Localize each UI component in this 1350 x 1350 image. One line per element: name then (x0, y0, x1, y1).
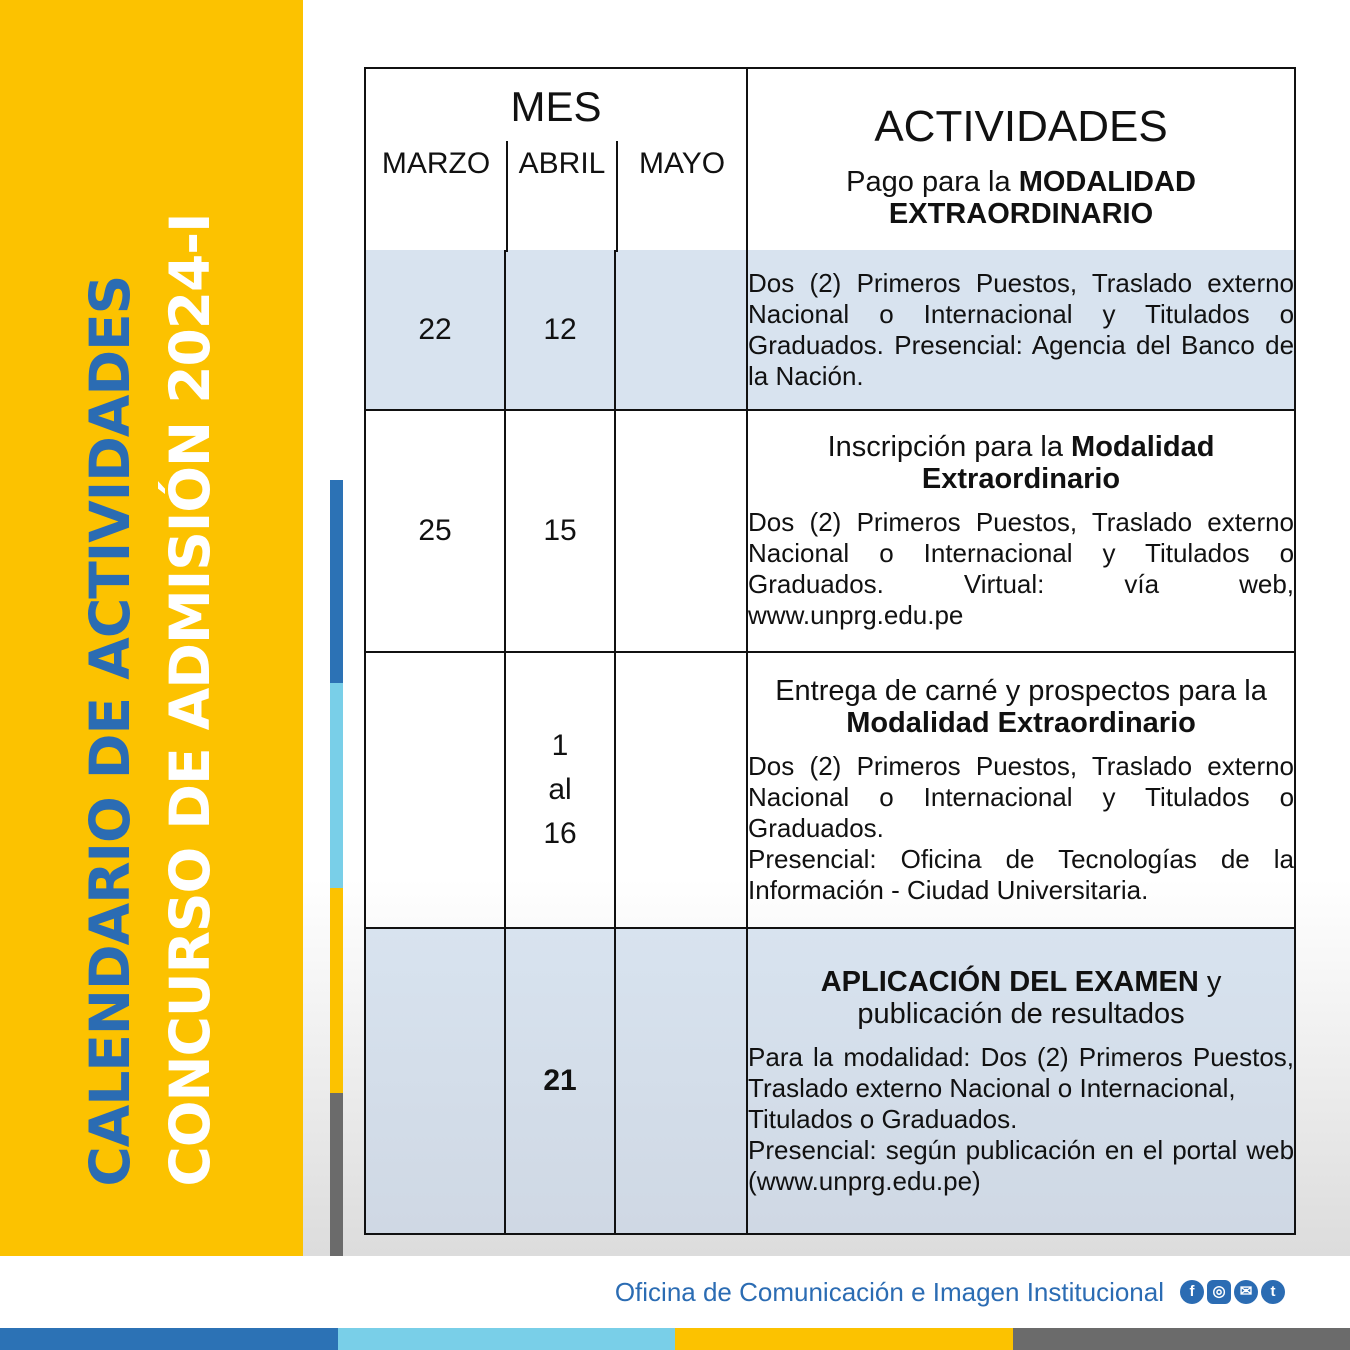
month-marzo: MARZO (366, 141, 508, 252)
cell-mayo (615, 250, 747, 410)
activity-description: Dos (2) Primeros Puestos, Traslado externo Nacional o Internacional y Titulados o Graduados. Presencial: Agencia del Banco de la Nación. (748, 267, 1295, 391)
cell-marzo: 25 (365, 410, 505, 652)
cell-activity (747, 410, 1295, 652)
accent-stripe-yellow (330, 888, 343, 1093)
footer-office-name: Oficina de Comunicación e Imagen Institucional (614, 1277, 1164, 1307)
activities-title: ACTIVIDADES (874, 101, 1168, 151)
instagram-icon[interactable]: ◎ (1207, 1280, 1231, 1304)
month-mayo: MAYO (638, 147, 726, 180)
bottom-bar-blue (0, 1328, 338, 1350)
activities-subtitle: Pago para la MODALIDAD EXTRAORDINARIO (846, 165, 1196, 230)
bottom-bar-yellow (675, 1328, 1013, 1350)
sidebar (0, 0, 303, 1256)
cell-mayo (615, 410, 747, 652)
calendar-table (364, 67, 1296, 1235)
cell-marzo (365, 652, 505, 928)
cell-activity (747, 652, 1295, 928)
title-line-2: CONCURSO DE ADMISIÓN 2024-I (158, 213, 222, 1187)
social-icons (1180, 1280, 1285, 1304)
cell-abril: 15 (505, 410, 615, 652)
table-row (365, 250, 1295, 410)
cell-activity (747, 928, 1295, 1234)
cell-marzo: 22 (365, 250, 505, 410)
abril-range-end: 16 (543, 817, 577, 850)
activity-description: Dos (2) Primeros Puestos, Traslado externo Nacional o Internacional y Titulados o Graduados. Virtual: vía web, www.unprg.edu.pe (748, 507, 1295, 630)
activity-description: Dos (2) Primeros Puestos, Traslado externo Nacional o Internacional y Titulados o Graduados. Presencial: Oficina de Tecnologías de la Información - Ciudad Universitaria. (748, 750, 1295, 905)
activity-title: APLICACIÓN DEL EXAMEN y publicación de resultados (820, 965, 1222, 1030)
accent-stripe-blue (330, 480, 343, 683)
accent-stripe-gray (330, 1093, 343, 1256)
activity-description: Para la modalidad: Dos (2) Primeros Puestos, Traslado externo Nacional o Internacional, Titulados o Graduados. Presencial: según publicación en el portal web (www.unprg.edu.pe) (748, 1041, 1295, 1196)
table-row (365, 410, 1295, 652)
month-abril: ABRIL (508, 141, 618, 252)
cell-mayo (615, 928, 747, 1234)
title-line-1: CALENDARIO DE ACTIVIDADES (78, 275, 142, 1187)
bottom-bar-light-blue (338, 1328, 675, 1350)
activity-title: Entrega de carné y prospectos para la Modalidad Extraordinario (775, 674, 1267, 739)
cell-activity (747, 250, 1295, 410)
mes-label: MES (510, 83, 602, 130)
cell-abril (505, 652, 615, 928)
activities-header-cell (747, 68, 1295, 250)
table-row (365, 928, 1295, 1234)
mail-icon[interactable]: ✉ (1234, 1280, 1258, 1304)
cell-mayo (615, 652, 747, 928)
cell-abril: 21 (505, 928, 615, 1234)
activity-title: Inscripción para la Modalidad Extraordinario (827, 431, 1215, 495)
header-row (365, 68, 1295, 250)
month-header-cell (365, 68, 747, 250)
abril-range-sep: al (548, 773, 572, 806)
twitter-icon[interactable]: t (1261, 1280, 1285, 1304)
cell-marzo (365, 928, 505, 1234)
abril-range-start: 1 (551, 729, 569, 762)
facebook-icon[interactable]: f (1180, 1280, 1204, 1304)
cell-abril: 12 (505, 250, 615, 410)
bottom-bar-gray (1013, 1328, 1350, 1350)
table-row (365, 652, 1295, 928)
accent-stripe-light-blue (330, 683, 343, 888)
vertical-title (70, 213, 230, 1186)
